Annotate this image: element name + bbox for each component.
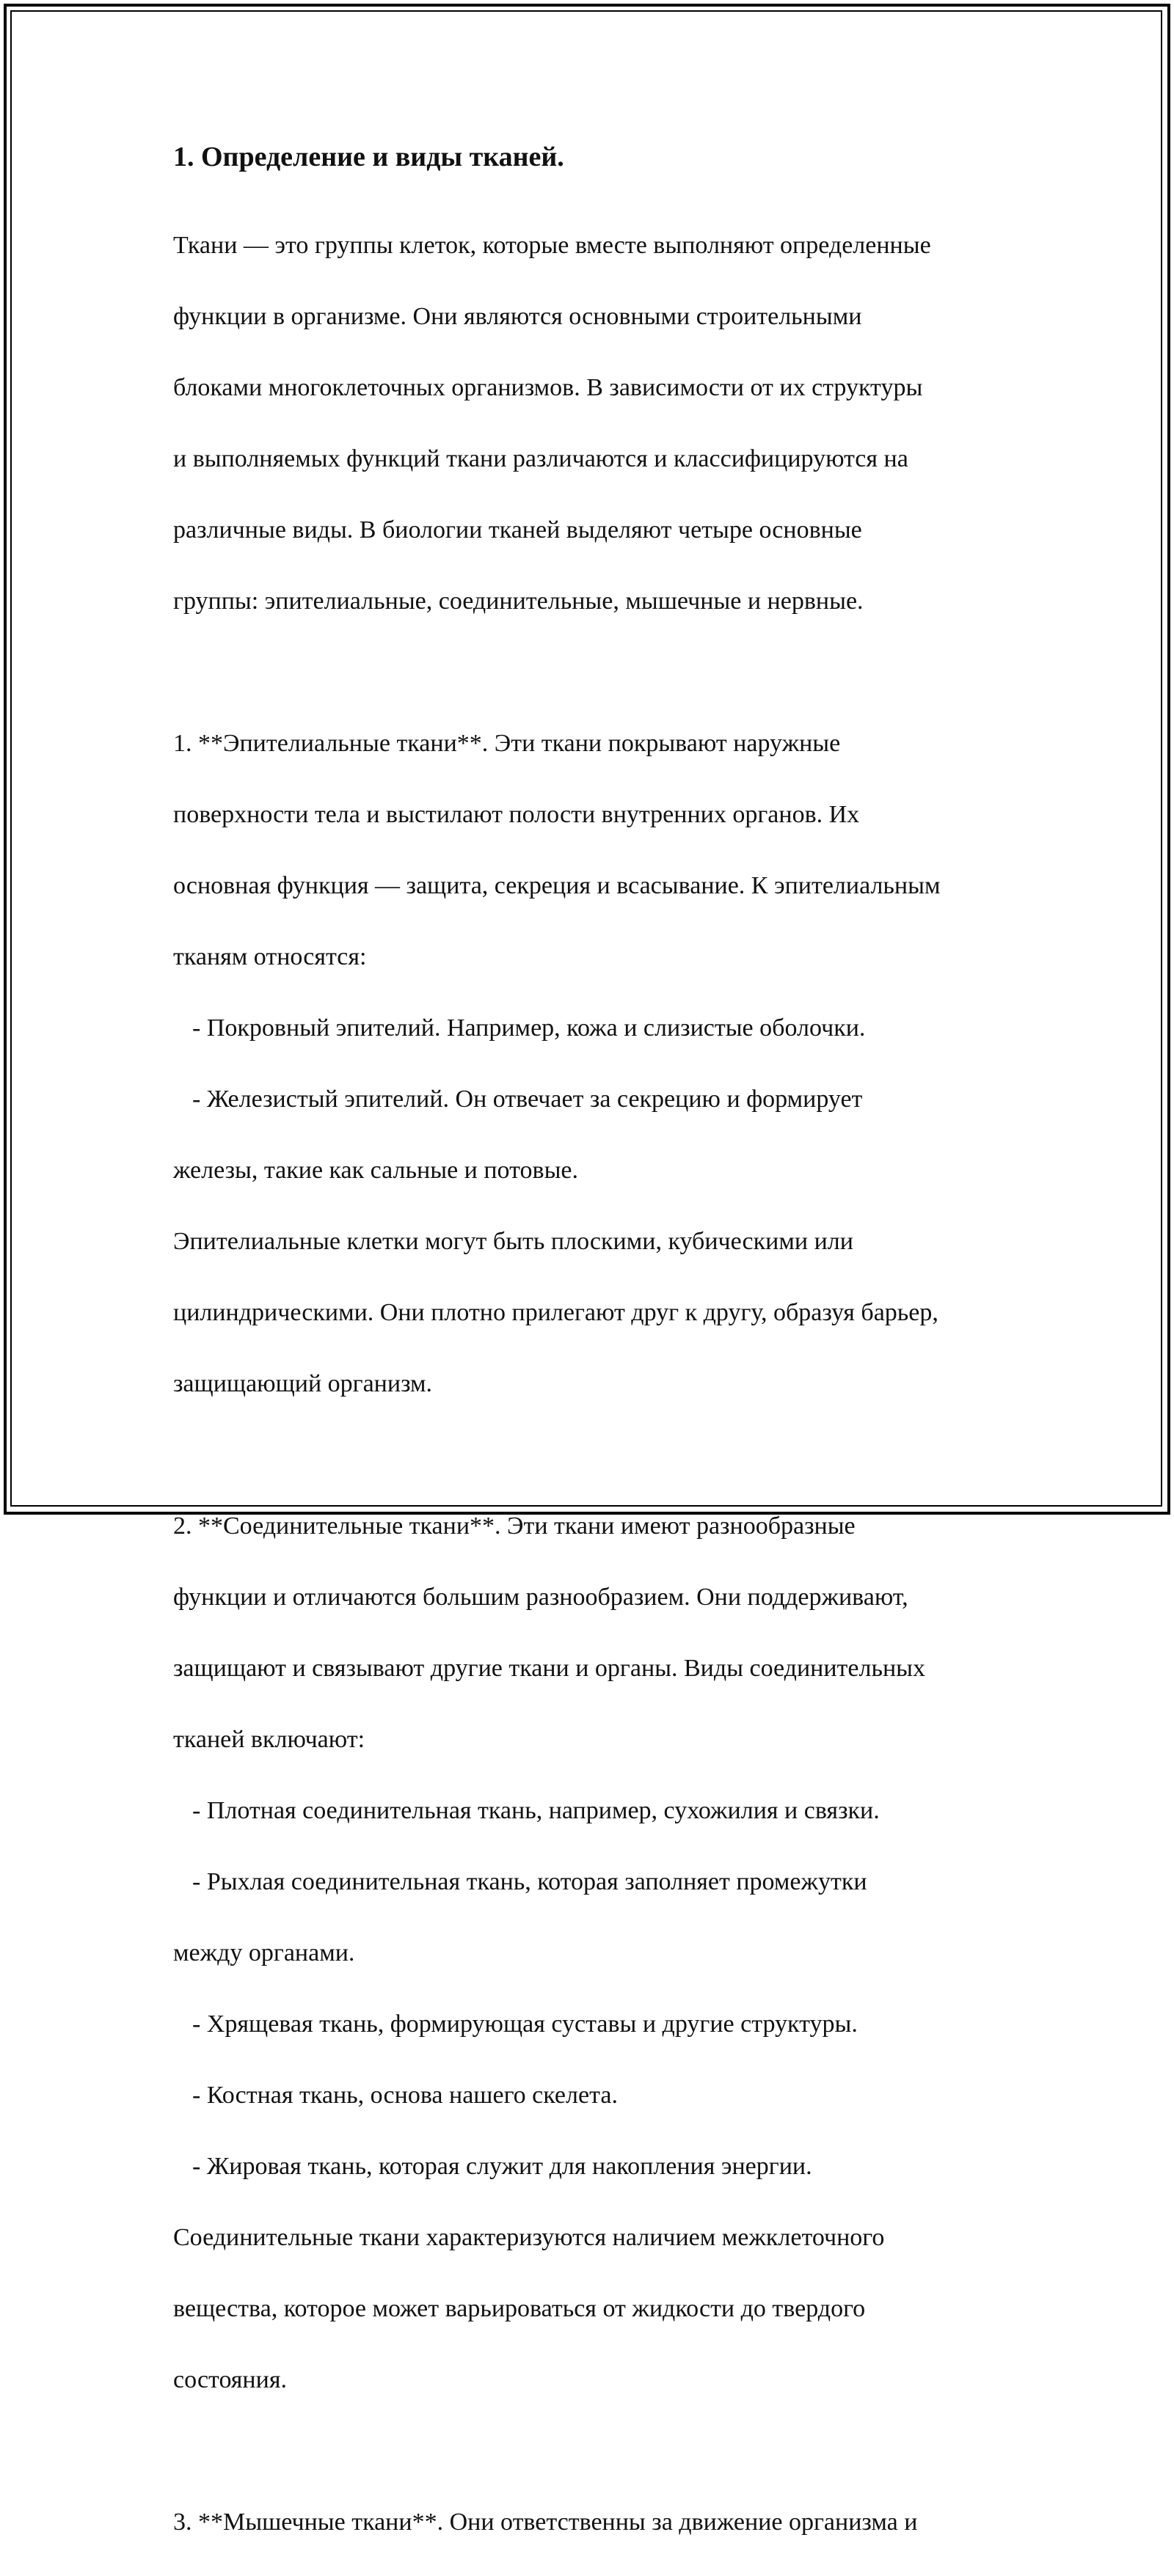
connective-line: тканей включают: xyxy=(173,1725,365,1753)
connective-line: 2. **Соединительные ткани**. Эти ткани имеют разнообразные xyxy=(173,1512,856,1540)
paragraph-gap xyxy=(173,655,1039,691)
epithelial-line: 1. **Эпителиальные ткани**. Эти ткани покрывают наружные xyxy=(173,729,841,757)
epithelial-closing-line: цилиндрическими. Они плотно прилегают друг к другу, образуя барьер, xyxy=(173,1298,938,1326)
connective-bullet: - Хрящевая ткань, формирующая суставы и другие структуры. xyxy=(192,2010,858,2038)
intro-line: группы: эпителиальные, соединительные, мышечные и нервные. xyxy=(173,587,864,615)
epithelial-bullet-continuation: железы, такие как сальные и потовые. xyxy=(173,1156,579,1184)
epithelial-line: тканям относятся: xyxy=(173,943,367,970)
epithelial-section xyxy=(173,690,1039,1438)
epithelial-bullet: - Железистый эпителий. Он отвечает за секрецию и формирует xyxy=(192,1085,863,1113)
connective-bullet-continuation: между органами. xyxy=(173,1939,355,1966)
intro-line: блоками многоклеточных организмов. В зависимости от их структуры xyxy=(173,373,923,401)
intro-line: различные виды. В биологии тканей выделяют четыре основные xyxy=(173,516,862,544)
connective-closing-line: Соединительные ткани характеризуются наличием межклеточного xyxy=(173,2223,885,2251)
connective-bullet: - Костная ткань, основа нашего скелета. xyxy=(192,2081,618,2109)
connective-line: защищают и связывают другие ткани и органы. Виды соединительных xyxy=(173,1654,925,1682)
connective-closing-line: вещества, которое может варьироваться от жидкости до твердого xyxy=(173,2294,866,2322)
connective-bullet: - Рыхлая соединительная ткань, которая заполняет промежутки xyxy=(192,1867,867,1895)
muscle-line: 3. **Мышечные ткани**. Они ответственны за движение организма и xyxy=(173,2508,918,2536)
section-heading: 1. Определение и виды тканей. xyxy=(173,142,564,172)
paragraph-gap xyxy=(173,1438,1039,1474)
epithelial-bullet: - Покровный эпителий. Например, кожа и слизистые оболочки. xyxy=(192,1014,866,1042)
connective-bullet: - Плотная соединительная ткань, например, сухожилия и связки. xyxy=(192,1796,880,1824)
muscle-section xyxy=(173,2469,1039,2576)
paragraph-gap xyxy=(173,2434,1039,2470)
connective-bullet: - Жировая ткань, которая служит для накопления энергии. xyxy=(192,2152,812,2180)
epithelial-line: поверхности тела и выстилают полости внутренних органов. Их xyxy=(173,800,860,828)
document-body xyxy=(173,136,1039,2576)
epithelial-closing-line: Эпителиальные клетки могут быть плоскими, кубическими или xyxy=(173,1227,853,1255)
connective-closing-line: состояния. xyxy=(173,2365,287,2393)
epithelial-closing-line: защищающий организм. xyxy=(173,1369,433,1397)
epithelial-line: основная функция — защита, секреция и всасывание. К эпителиальным xyxy=(173,871,941,899)
intro-line: функции в организме. Они являются основными строительными xyxy=(173,302,862,330)
intro-line: Ткани — это группы клеток, которые вместе выполняют определенные xyxy=(173,231,931,259)
connective-line: функции и отличаются большим разнообразием. Они поддерживают, xyxy=(173,1583,908,1611)
intro-line: и выполняемых функций ткани различаются и классифицируются на xyxy=(173,444,908,472)
intro-paragraph xyxy=(173,192,1039,655)
connective-section xyxy=(173,1473,1039,2434)
